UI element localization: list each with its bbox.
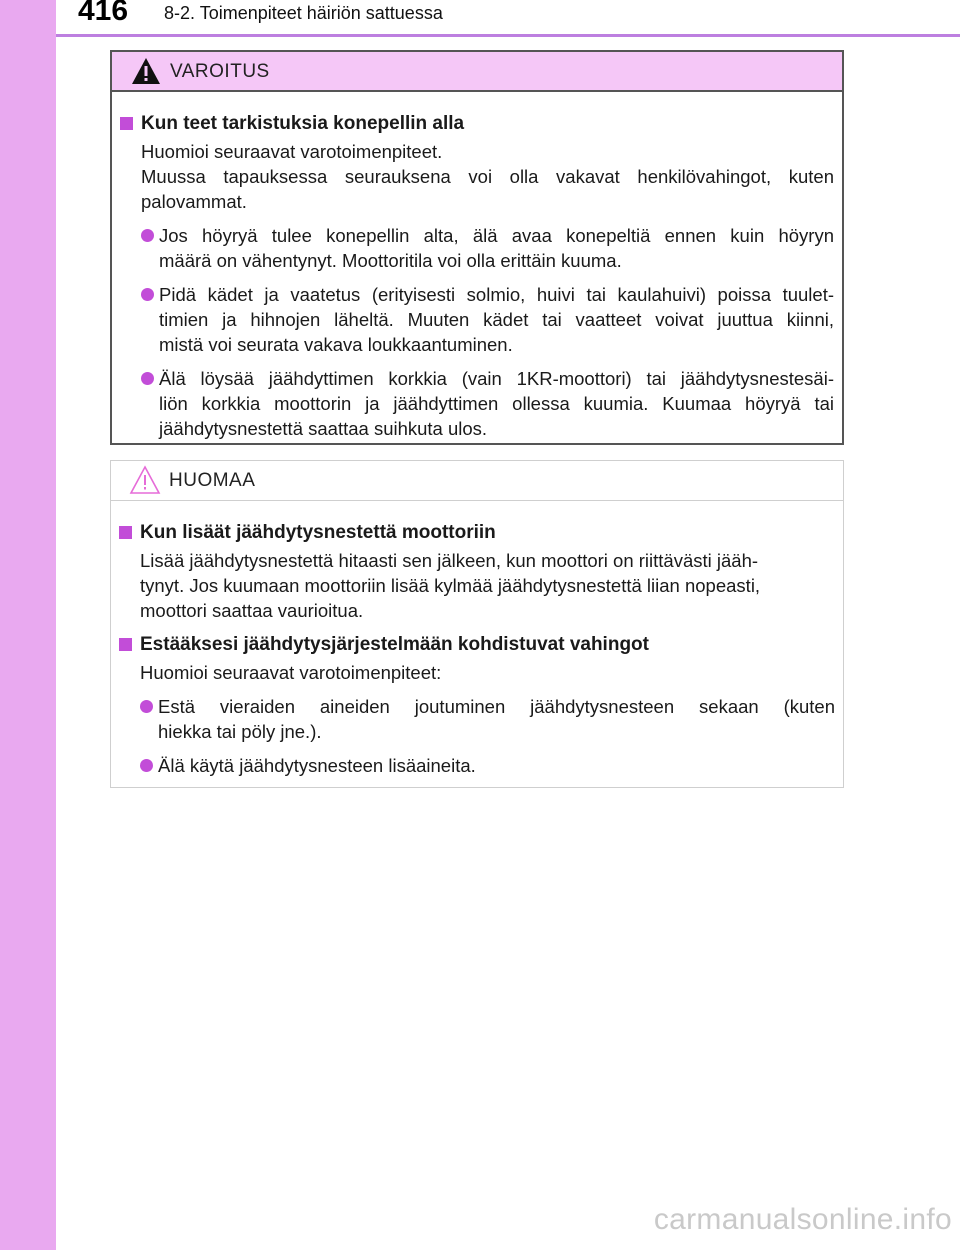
- square-bullet-icon: [119, 638, 132, 651]
- watermark: carmanualsonline.info: [653, 1203, 952, 1236]
- round-bullet-icon: [140, 700, 153, 713]
- notice-bullet: [115, 753, 835, 778]
- text-line: liön korkkia moottorin ja jäähdyttimen ollessa kuumia. Kuumaa höyryä tai: [159, 393, 834, 414]
- notice-topic-intro: [115, 660, 835, 685]
- round-bullet-icon: [141, 288, 154, 301]
- text-line: Pidä kädet ja vaatetus (erityisesti solmio, huivi tai kaulahuivi) poissa tuulet-: [159, 284, 834, 305]
- section-title: 8-2. Toimenpiteet häiriön sattuessa: [164, 3, 443, 23]
- text-line: Estä vieraiden aineiden joutuminen jäähdytysnesteen sekaan (kuten: [158, 696, 835, 717]
- text-line: Huomioi seuraavat varotoimenpiteet:: [140, 662, 442, 683]
- text-line: Älä käytä jäähdytysnesteen lisäaineita.: [158, 755, 476, 776]
- notice-topic-heading: [115, 631, 835, 658]
- notice-topic-text: Kun lisäät jäähdytysnestettä moottoriin: [140, 522, 496, 543]
- warning-bullet: [116, 282, 834, 357]
- header-rule: [56, 34, 960, 37]
- warning-header: [112, 52, 842, 92]
- warning-topic-text: Kun teet tarkistuksia konepellin alla: [141, 113, 465, 134]
- warning-title: VAROITUS: [170, 61, 270, 82]
- text-line: moottori saattaa vaurioitua.: [140, 600, 364, 621]
- text-line: Jos höyryä tulee konepellin alta, älä avaa konepeltiä ennen kuin höyryn: [159, 225, 834, 246]
- text-line: tynyt. Jos kuumaan moottoriin lisää kylmää jäähdytysnestettä liian nopeasti,: [140, 575, 761, 596]
- warning-box: [110, 50, 844, 445]
- round-bullet-icon: [141, 229, 154, 242]
- warning-intro: [116, 139, 834, 214]
- square-bullet-icon: [119, 526, 132, 539]
- caution-triangle-icon: [129, 465, 161, 500]
- text-line: Huomioi seuraavat varotoimenpiteet.: [141, 141, 443, 162]
- notice-body: [111, 501, 843, 778]
- text-line: määrä on vähentynyt. Moottoritila voi olla erittäin kuuma.: [159, 250, 622, 271]
- page-number: 416: [78, 0, 129, 27]
- notice-topic-text: Estääksesi jäähdytysjärjestelmään kohdistuvat vahingot: [140, 634, 649, 655]
- warning-body: [112, 92, 842, 441]
- text-line: Lisää jäähdytysnestettä hitaasti sen jälkeen, kun moottori on riittävästi jääh-: [140, 550, 759, 571]
- side-color-strip: [0, 0, 56, 1250]
- square-bullet-icon: [120, 117, 133, 130]
- text-line: Muussa tapauksessa seurauksena voi olla vakavat henkilövahingot, kuten: [141, 166, 834, 187]
- notice-topic-heading: [115, 519, 835, 546]
- warning-bullet: [116, 223, 834, 273]
- round-bullet-icon: [141, 372, 154, 385]
- text-line: jäähdytysnestettä saattaa suihkuta ulos.: [159, 418, 488, 439]
- warning-triangle-icon: [130, 56, 162, 91]
- text-line: palovammat.: [141, 191, 247, 212]
- text-line: mistä voi seurata vakava loukkaantuminen.: [159, 334, 513, 355]
- notice-title: HUOMAA: [169, 470, 256, 491]
- warning-bullet: [116, 366, 834, 441]
- notice-topic-paragraph: [115, 548, 835, 623]
- round-bullet-icon: [140, 759, 153, 772]
- notice-header: [111, 461, 843, 501]
- notice-bullet: [115, 694, 835, 744]
- text-line: hiekka tai pöly jne.).: [158, 721, 322, 742]
- warning-topic-heading: [116, 110, 834, 137]
- notice-box: [110, 460, 844, 788]
- text-line: timien ja hihnojen läheltä. Muuten kädet tai vaatteet voivat juuttua kiinni,: [159, 309, 834, 330]
- text-line: Älä löysää jäähdyttimen korkkia (vain 1KR-moottori) tai jäähdytysnestesäi-: [159, 368, 834, 389]
